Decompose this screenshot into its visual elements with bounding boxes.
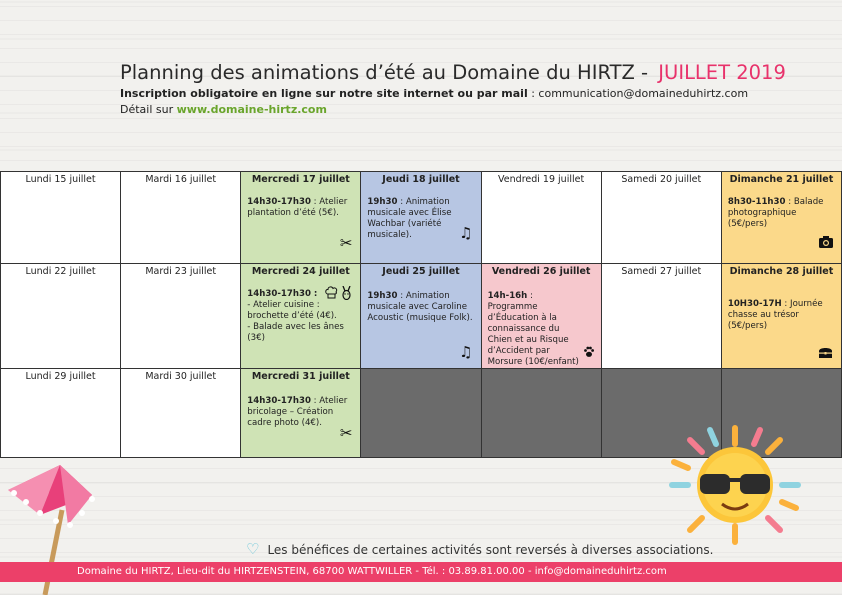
day-cell	[121, 172, 241, 264]
day-label: Lundi 29 juillet	[25, 371, 96, 382]
day-label: Mercredi 24 juillet	[251, 266, 350, 277]
day-label: Samedi 20 juillet	[621, 174, 702, 185]
event-time: 10H30-17H	[727, 299, 782, 309]
empty-cell	[481, 369, 601, 458]
day-cell	[1, 172, 121, 264]
day-label: Mercredi 31 juillet	[251, 371, 350, 382]
day-label: Jeudi 25 juillet	[382, 266, 460, 277]
scissors-icon: ✂	[339, 424, 353, 442]
event-text	[722, 299, 841, 332]
camera-icon	[819, 236, 833, 251]
day-cell	[1, 369, 121, 458]
event-time: 14h30-17h30	[247, 197, 311, 207]
header	[120, 60, 830, 118]
paw-icon	[583, 346, 595, 362]
day-label: Mardi 16 juillet	[145, 174, 217, 185]
day-label: Mardi 23 juillet	[145, 266, 217, 277]
event-time: 14h-16h	[487, 291, 528, 301]
scissors-icon: ✂	[339, 234, 353, 252]
day-cell-event	[721, 172, 841, 264]
event-time: 8h30-11h30	[727, 197, 786, 207]
treasure-chest-icon	[818, 346, 833, 362]
music-note-icon: ♫	[459, 224, 473, 242]
day-label: Samedi 27 juillet	[621, 266, 702, 277]
event-desc: : Balade photographique (5€/pers)	[727, 197, 824, 229]
event-line: - Atelier cuisine : brochette d’été (4€).	[247, 300, 337, 321]
day-cell-event	[241, 369, 361, 458]
event-time: 19h30	[367, 197, 398, 207]
title-month: JUILLET 2019	[658, 61, 786, 84]
charity-note-text: Les bénéfices de certaines activités sont reversés à diverses associations.	[267, 543, 714, 557]
subtitle-email: : communication@domaineduhirtz.com	[527, 87, 749, 100]
event-desc: : Atelier plantation d’été (5€).	[247, 197, 348, 218]
music-note-icon: ♫	[459, 343, 473, 361]
event-time: 14h30-17h30	[247, 396, 311, 406]
donkey-icon	[341, 286, 352, 303]
event-time-text: 14h30-17h30 :	[247, 289, 318, 299]
detail-line	[120, 102, 830, 118]
event-desc: : Programme d’Éducation à la connaissance du Chien et au Risque d’Accident par Morsure (10€/enfant)	[487, 291, 579, 367]
day-cell	[601, 172, 721, 264]
event-text	[241, 197, 360, 219]
footer-contact: Domaine du HIRTZ, Lieu-dit du HIRTZENSTEIN, 68700 WATTWILLER - Tél. : 03.89.81.00.00 - info@domaineduhirtz.com	[77, 566, 667, 577]
subtitle	[120, 86, 830, 102]
day-label: Vendredi 26 juillet	[491, 266, 591, 277]
event-desc: : Animation musicale avec Élise Wachbar (variété musicale).	[367, 197, 452, 240]
day-cell-event	[721, 264, 841, 369]
website-link[interactable]: www.domaine-hirtz.com	[176, 103, 327, 116]
day-cell-event	[481, 264, 601, 369]
day-cell	[121, 264, 241, 369]
event-time: 19h30	[367, 291, 398, 301]
page-title	[120, 60, 830, 86]
day-cell	[481, 172, 601, 264]
day-label: Lundi 15 juillet	[25, 174, 96, 185]
footer-bar	[0, 562, 842, 582]
day-cell-event	[361, 264, 481, 369]
day-label: Vendredi 19 juillet	[498, 174, 585, 185]
day-label: Jeudi 18 juillet	[382, 174, 460, 185]
day-cell	[121, 369, 241, 458]
day-cell-event	[361, 172, 481, 264]
calendar-table	[0, 171, 842, 458]
heart-icon: ♡	[246, 540, 260, 558]
day-label: Mardi 30 juillet	[145, 371, 217, 382]
event-line: - Balade avec les ânes (3€)	[247, 322, 344, 343]
subtitle-bold: Inscription obligatoire en ligne sur notre site internet ou par mail	[120, 87, 528, 100]
title-main: Planning des animations d’été au Domaine du HIRTZ -	[120, 61, 649, 84]
day-label: Dimanche 28 juillet	[729, 266, 834, 277]
event-desc: : Atelier bricolage – Création cadre photo (4€).	[247, 396, 348, 428]
empty-cell	[361, 369, 481, 458]
event-text	[361, 291, 480, 324]
sun-icon	[660, 420, 810, 550]
week-row	[1, 172, 842, 264]
event-text	[722, 197, 841, 230]
week-row	[1, 264, 842, 369]
day-label: Dimanche 21 juillet	[729, 174, 834, 185]
event-desc: : Animation musicale avec Caroline Acoustic (musique Folk).	[367, 291, 473, 323]
chef-hat-icon	[325, 286, 338, 302]
event-desc: : Journée chasse au trésor (5€/pers)	[727, 299, 823, 331]
charity-note	[246, 540, 713, 558]
day-label: Lundi 22 juillet	[25, 266, 96, 277]
day-cell	[1, 264, 121, 369]
day-cell-event	[241, 172, 361, 264]
day-cell	[601, 264, 721, 369]
detail-label: Détail sur	[120, 103, 177, 116]
day-cell-event	[241, 264, 361, 369]
day-label: Mercredi 17 juillet	[251, 174, 350, 185]
